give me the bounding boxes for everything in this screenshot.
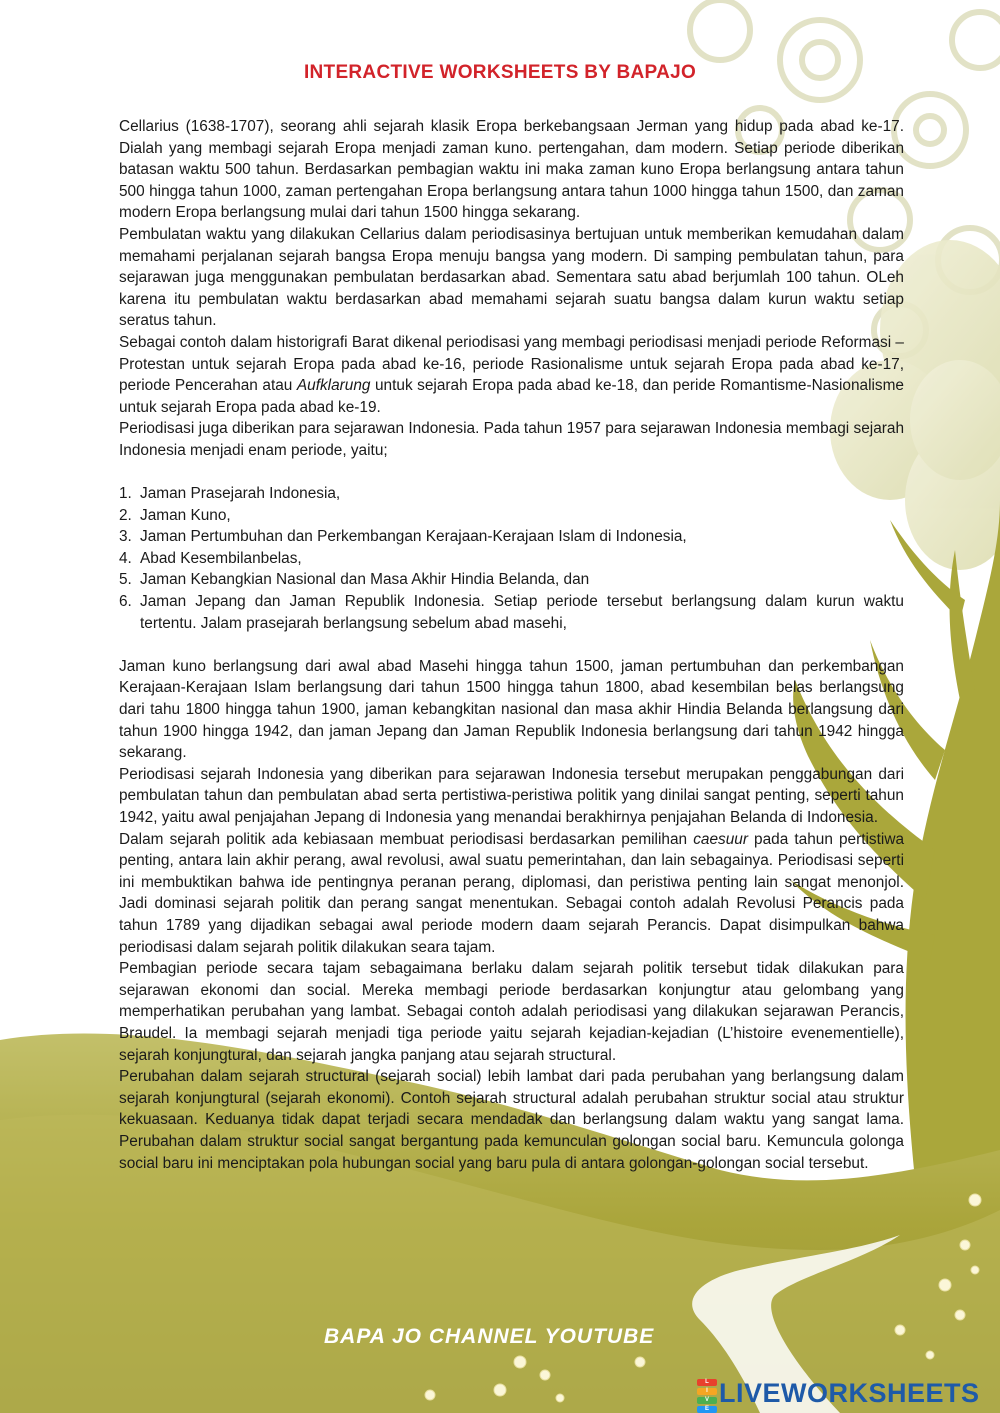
- paragraph-text: Sebagai contoh dalam historigrafi Barat dikenal periodisasi yang membagi periodisasi menjadi periode Reformasi – Protestan untuk sejarah Eropa pada abad ke-16, periode Rasionalisme untuk sejarah Eropa pada abad ke-17, periode Pencerahan atau: [119, 333, 904, 395]
- paragraph-text: pada tahun pertistiwa penting, antara lain akhir perang, awal revolusi, awal suatu pemerintahan, dan lain sebagainya. Periodisasi seperti ini membuktikan bahwa ide pentingnya peranan perang, diplomasi, dan peristiwa penting lain sangat menonjol. Jadi dominasi sejarah politik dan perang sangat menentukan. Sebagai contoh adalah Revolusi Perancis pada tahun 1789 yang dijadikan sebagai awal periode modern daam sejarah Perancis. Dapat disimpulkan bahwa periodisasi dalam sejarah politik dilakukan seara tajam.: [119, 830, 904, 956]
- list-item: [119, 548, 904, 570]
- spacer: [119, 462, 904, 484]
- paragraph-penggabungan: Periodisasi sejarah Indonesia yang diberikan para sejarawan Indonesia tersebut merupakan penggabungan dari pembulatan tahun dan pembulatan abad serta pertistiwa-peristiwa politik yang dinilai sangat penting, seperti tahun 1942, yaitu awal penjajahan Jepang di Indonesia yang menandai berakhirnya penjajahan Belanda di Indonesia.: [119, 765, 904, 826]
- list-item: [119, 505, 904, 527]
- list-number: 2.: [119, 506, 132, 524]
- list-item: [119, 591, 904, 634]
- list-item: [119, 569, 904, 591]
- list-number: 5.: [119, 571, 132, 589]
- logo-letter: I: [697, 1388, 717, 1395]
- italic-term: Aufklarung: [296, 377, 371, 395]
- paragraph-jaman-kuno: Jaman kuno berlangsung dari awal abad Masehi hingga tahun 1500, jaman pertumbuhan dan perkembangan Kerajaan-Kerajaan Islam berlangsung dari tahun 1500 hingga tahun 1800, abad kesembilan belas berlangsung dari tahu 1800 hingga tahun 1900, jaman kebangkitan nasional dan masa akhir Hindia Belanda berlangsung dari tahun 1900 hingga 1942, dan jaman Jepang dan Jaman Republik Indonesia berlangsung dari tahun 1942 hingga sekarang.: [119, 657, 904, 762]
- paragraph-braudel: Pembagian periode secara tajam sebagaimana berlaku dalam sejarah politik tersebut tidak dilakukan para sejarawan ekonomi dan social. Mereka membagi periode berdasarkan konjungtur atau gelombang yang memperhatikan perubahan yang lambat. Sebagai contoh adalah periodisasi yang dilakukan sejarawan Perancis, Braudel. Ia membagi sejarah menjadi tiga periode yaitu sejarah kejadian-kejadian (L’histoire evenementielle), sejarah konjungtural, dan sejarah jangka panjang atau sejarah structural.: [119, 960, 904, 1064]
- list-text: Jaman Kuno,: [140, 506, 231, 524]
- spacer: [119, 634, 904, 656]
- list-item: [119, 526, 904, 548]
- paragraph-cellarius: Cellarius (1638-1707), seorang ahli sejarah klasik Eropa berkebangsaan Jerman yang hidup pada abad ke-17. Dialah yang membagi sejarah Eropa menjadi zaman kuno. pertengahan, dam modern. Setiap periode diberikan batasan waktu 500 tahun. Berdasarkan pembagian waktu ini maka zaman kuno Eropa berlangsung antara tahun 500 hingga tahun 1000, zaman pertengahan Eropa berlangsung antara tahun 1000 hingga tahun 1500, dan zaman modern Eropa berlangsung mulai dari tahun 1500 hingga sekarang.: [119, 118, 904, 222]
- liveworksheets-logo[interactable]: [697, 1378, 980, 1412]
- list-number: 4.: [119, 549, 132, 567]
- list-text: Jaman Pertumbuhan dan Perkembangan Kerajaan-Kerajaan Islam di Indonesia,: [140, 528, 687, 546]
- list-text: Jaman Kebangkian Nasional dan Masa Akhir Hindia Belanda, dan: [140, 571, 590, 589]
- worksheet-body: [119, 116, 904, 1174]
- liveworksheets-icon: [697, 1378, 717, 1412]
- logo-letter: E: [697, 1406, 717, 1413]
- logo-letter: V: [697, 1397, 717, 1404]
- list-number: 1.: [119, 485, 132, 503]
- paragraph-sejarah-politik: [119, 829, 904, 959]
- paragraph-pembulatan: Pembulatan waktu yang dilakukan Cellarius dalam periodisasinya bertujuan untuk memberikan kemudahan dalam memahami perjalanan sejarah bangsa Eropa menuju bangsa yang modern. Di samping pembulatan tahun, para sejarawan juga menggunakan pembulatan berdasarkan abad. Sementara satu abad berjumlah 100 tahun. OLeh karena itu pembulatan waktu berdasarkan abad memahami sejarah suatu bangsa dalam kurun waktu setiap seratus tahun.: [119, 225, 904, 330]
- paragraph-text: untuk sejarah Eropa pada abad ke-18, dan peride Romantisme-Nasionalisme untuk sejarah Eropa pada abad ke-19.: [119, 377, 904, 416]
- paragraph-sejarah-structural: Perubahan dalam sejarah structural (sejarah social) lebih lambat dari pada perubahan yang berlangsung dalam sejarah konjungtural (sejarah ekonomi). Contoh sejarah structural adalah perubahan struktur social atau struktur kekuasaan. Keduanya tidak dapat terjadi secara mendadak dan berlangsung dalam waktu yang sangat lama. Perubahan dalam struktur social sangat bergantung pada kemunculan golongan social baru. Kemuncula golonga social baru ini menciptakan pola hubungan social yang baru pula di antara golongan-golongan social tersebut.: [119, 1068, 904, 1172]
- list-number: 6.: [119, 593, 132, 611]
- paragraph-periodisasi-indonesia: Periodisasi juga diberikan para sejarawan Indonesia. Pada tahun 1957 para sejarawan Indonesia membagi sejarah Indonesia menjadi enam periode, yaitu;: [119, 420, 904, 459]
- period-list: [119, 483, 904, 634]
- channel-caption: BAPA JO CHANNEL YOUTUBE: [324, 1325, 655, 1348]
- list-text: Jaman Jepang dan Jaman Republik Indonesia. Setiap periode tersebut berlangsung dalam kurun waktu tertentu. Jalam prasejarah berlangsung sebelum abad masehi,: [140, 593, 904, 632]
- list-item: [119, 483, 904, 505]
- paragraph-historiografi-barat: [119, 332, 904, 418]
- list-text: Jaman Prasejarah Indonesia,: [140, 485, 341, 503]
- page-title: INTERACTIVE WORKSHEETS BY BAPAJO: [303, 62, 697, 83]
- liveworksheets-wordmark: LIVEWORKSHEETS: [719, 1378, 980, 1408]
- paragraph-text: Dalam sejarah politik ada kebiasaan membuat periodisasi berdasarkan pemilihan: [119, 830, 694, 848]
- logo-letter: L: [697, 1379, 717, 1386]
- list-number: 3.: [119, 528, 132, 546]
- italic-term: caesuur: [693, 830, 748, 848]
- list-text: Abad Kesembilanbelas,: [140, 549, 302, 567]
